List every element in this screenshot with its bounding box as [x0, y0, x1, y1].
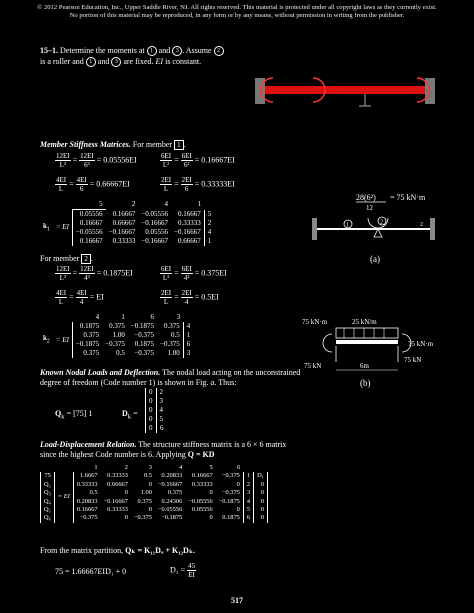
- fig-a-right-wall: [430, 218, 435, 240]
- svg-text:(a): (a): [370, 254, 380, 264]
- svg-text:= 75 kN·m: = 75 kN·m: [390, 193, 426, 202]
- svg-text:12: 12: [366, 204, 373, 212]
- ld-text-2: since the highest Code number is 6. Applying Q = KD: [40, 450, 215, 459]
- fig-b-beam: [336, 340, 398, 344]
- dk-label: $D_k$ =: [122, 409, 138, 421]
- member1-eq1: $\frac{12EI}{\text{L³}}$ = $\frac{12EI}{\text{6³}}$ = 0.05556EI: [56, 152, 137, 169]
- svg-text:75 kN·m: 75 kN·m: [408, 340, 434, 348]
- ld-text-1: Load-Displacement Relation. The structure stiffness matrix is a 6 × 6 matrix: [40, 440, 287, 449]
- member2-eq4: $\frac{2EI}{L}$ = $\frac{2EI}{4}$ = 0.5EI: [161, 289, 219, 306]
- member1-eq4: $\frac{2EI}{L}$ = $\frac{2EI}{6}$ = 0.33333EI: [161, 176, 235, 193]
- dk-vector: 0 2 0 3 0 4 0 5 0 6: [145, 388, 167, 433]
- member2-eq1: $\frac{12EI}{\text{L³}}$ = $\frac{12EI}{\text{4³}}$ = 0.1875EI: [56, 265, 133, 282]
- member2-matrix: 4 1 6 3 $k_2$ = EI 0.1875 0.375 −0.1875 0.375 4 0.375 1.00 −0.375 0.5 1 −0.1875 −0.375 0.1875 −0.375 6 0.375 0.5 −0.375 1.00 3: [43, 313, 191, 357]
- fig-a-left-wall: [312, 218, 317, 240]
- figure-b: [300, 312, 450, 392]
- beam: [265, 86, 425, 94]
- svg-text:28(6²): 28(6²): [356, 193, 376, 202]
- member1-eq2: $\frac{6EI}{\text{L²}}$ = $\frac{6EI}{\text{6²}}$ = 0.16667EI: [161, 152, 235, 169]
- svg-text:6m: 6m: [360, 362, 369, 370]
- qk-vector: $Q_k = [75]$ 1: [55, 409, 93, 421]
- member1-matrix: 5 2 4 1 $k_1$ = EI 0.05556 0.16667 −0.05556 0.16667 5 0.16667 0.66667 −0.16667 0.33333 2 −0.05556 −0.16667 0.05556 −0.16667 4 0.16667 0.33333 −0.16667 0.66667 1: [43, 200, 212, 245]
- d1-result: D₁ = $\frac{45}{EI}$: [170, 562, 196, 579]
- member2-heading: For member 2 .: [40, 254, 93, 263]
- problem-number: 15–1.: [40, 46, 58, 55]
- node-1-badge: 1: [147, 46, 157, 56]
- node-3-badge: 3: [172, 46, 182, 56]
- beam-figure: [255, 68, 440, 118]
- svg-text:(b): (b): [360, 378, 371, 388]
- svg-text:25 kN/m: 25 kN/m: [352, 318, 377, 326]
- problem-statement-2: is a roller and 1 and 3 are fixed. EI is constant.: [40, 57, 202, 66]
- copyright-notice: [0, 4, 474, 20]
- page-number: 517: [231, 596, 243, 605]
- copyright-line-1: © 2012 Pearson Education, Inc., Upper Saddle River, NJ. All rights reserved. This material is protected under all copyright laws as they currently exist.: [37, 4, 437, 11]
- member2-eq2: $\frac{6EI}{\text{L²}}$ = $\frac{6EI}{\text{4²}}$ = 0.375EI: [161, 265, 227, 282]
- fig-b-moment-left-icon: [323, 334, 332, 352]
- structure-matrix: 1 2 3 4 5 6 75 = EI 1.6667 0.33333 0.5 0.20833 0.16667 −0.375 1 D₁ Q₂ 0.33333 0.66667 0 −0.16667 0.33333 0 2 0 Q₃ 0.5 0 1.00 0.375 0 −0.375 3 0 Q₄ 0.20833 −0.16667 0.375 0.24306 −0.05556 −0.1875 4 0 Q₅ 0.16667 0.33333 0 −0.05556 0.05556 0 5 0 Q₆ −0.375 0 −0.375 −0.1875 0 0.1875 6 0: [40, 464, 268, 523]
- svg-text:75 kN·m: 75 kN·m: [302, 318, 328, 326]
- svg-text:75 kN: 75 kN: [404, 356, 422, 364]
- figure-a: [308, 188, 448, 268]
- svg-text:75 kN: 75 kN: [304, 362, 322, 370]
- member1-eq3: $\frac{4EI}{L}$ = $\frac{4EI}{6}$ = 0.66667EI: [56, 176, 130, 193]
- svg-text:2: 2: [420, 222, 423, 228]
- partition-text: From the matrix partition, Qₖ = K₁₁Dᵤ + K₁₂Dₖ.: [40, 546, 196, 555]
- node-2-badge: 2: [214, 46, 224, 56]
- fig-a-roller-icon: [374, 229, 382, 237]
- nodal-text-2: degree of freedom (Code number 1) is shown in Fig. a. Thus:: [40, 378, 237, 387]
- nodal-text-1: Known Nodal Loads and Deflection. The nodal load acting on the unconstrained: [40, 368, 301, 377]
- partition-eq: 75 = 1.66667EID₁ + 0: [55, 567, 127, 576]
- svg-text:1: 1: [346, 222, 349, 229]
- member1-heading: Member Stiffness Matrices. For member 1 .: [40, 140, 186, 149]
- fig-b-distributed-load: [336, 328, 398, 338]
- copyright-line-2: No portion of this material may be reproduced, in any form or by any means, without permission in writing from the publisher.: [69, 12, 405, 19]
- member2-eq3: $\frac{4EI}{L}$ = $\frac{4EI}{4}$ = EI: [56, 289, 104, 306]
- svg-text:2: 2: [380, 219, 383, 226]
- problem-statement: 15–1. Determine the moments at 1 and 3 . Assume 2: [40, 46, 224, 56]
